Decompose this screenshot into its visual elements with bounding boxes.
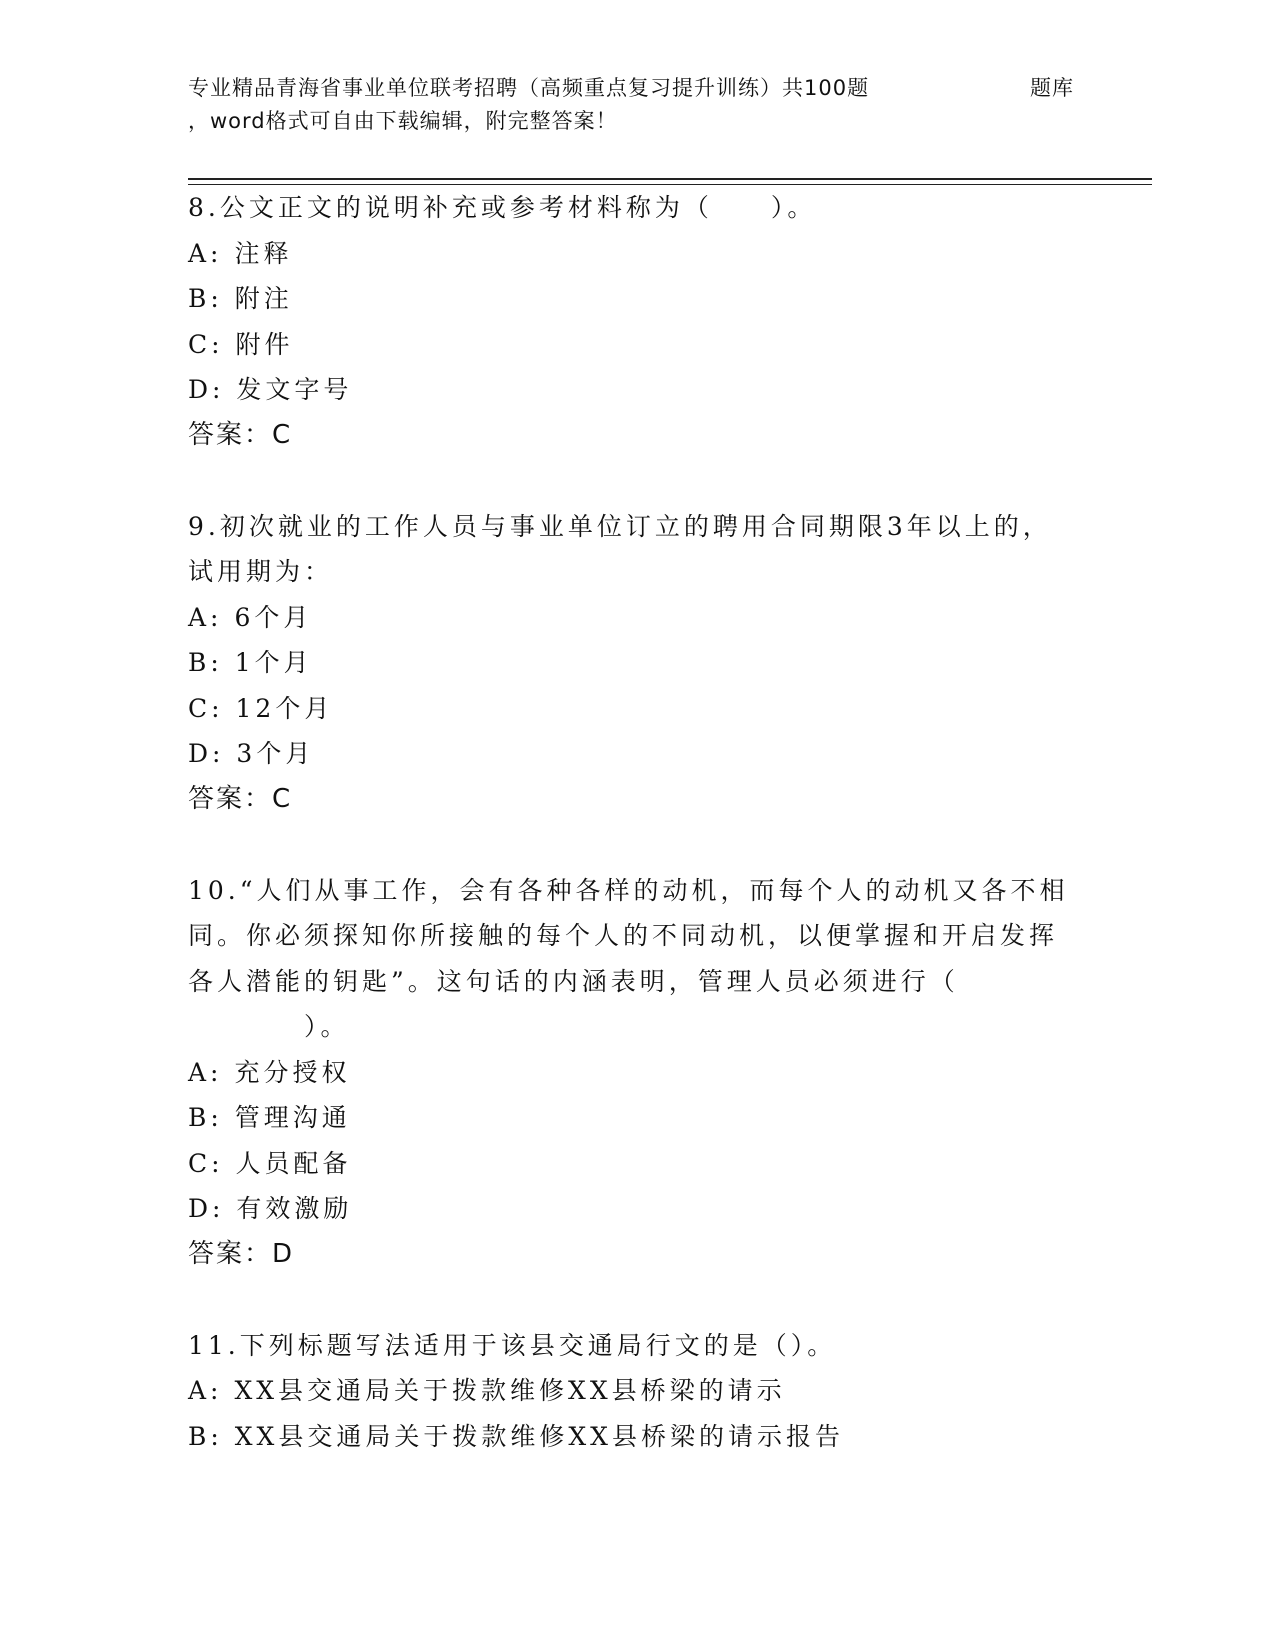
answer: 答案：D [188,1238,295,1269]
option-text: 12个月 [235,693,334,723]
header-title-tail: 题库 [1030,76,1074,100]
question-stem: 试用期为： [188,557,334,586]
option-text: 附件 [235,329,294,359]
option-text: XX县交通局关于拨款维修XX县桥梁的请示 [234,1376,786,1405]
option-label: D: [188,375,225,404]
option-label: A: [188,1057,223,1087]
option-a [188,1050,1088,1096]
option-label: A: [188,1376,223,1405]
option-label: D: [188,1194,225,1223]
option-label: C: [188,693,224,723]
option-label: C: [188,1148,224,1178]
option-c [188,322,1088,368]
option-label: B: [188,1421,223,1451]
page-header [188,72,1148,138]
answer: 答案：C [188,783,293,814]
option-a [188,1368,1088,1414]
option-d [188,731,1088,777]
option-a [188,231,1088,277]
question-block [188,868,1088,1278]
option-text: 3个月 [236,739,315,768]
question-stem: ）。 [188,1012,350,1041]
option-a [188,595,1088,641]
question-stem: 同。你必须探知你所接触的每个人的不同动机，以便掌握和开启发挥 [188,921,1059,950]
option-label: B: [188,648,223,677]
option-text: 管理沟通 [234,1103,351,1132]
option-d [188,367,1088,413]
header-subtitle: ，word格式可自由下载编辑，附完整答案！ [188,109,618,133]
question-stem: 各人潜能的钥匙”。这句话的内涵表明，管理人员必须进行（ [188,966,959,996]
spacer [188,458,1088,504]
question-stem: 8.公文正文的说明补充或参考材料称为（ ）。 [188,193,817,222]
option-b [188,640,1088,686]
header-title: 专业精品青海省事业单位联考招聘（高频重点复习提升训练）共100题 [188,76,870,100]
question-stem: 9.初次就业的工作人员与事业单位订立的聘用合同期限3年以上的， [188,511,1052,541]
option-label: B: [188,284,223,313]
option-c [188,686,1088,732]
option-text: 充分授权 [234,1057,351,1087]
option-label: C: [188,329,224,359]
option-text: 发文字号 [236,375,353,404]
question-block [188,1323,1088,1460]
spacer [188,1277,1088,1323]
question-list [188,185,1088,1459]
answer: 答案：C [188,419,293,450]
option-label: A: [188,238,223,268]
question-block [188,504,1088,823]
option-label: B: [188,1103,223,1132]
option-text: 1个月 [234,648,313,677]
question-stem: 11.下列标题写法适用于该县交通局行文的是（）。 [188,1330,837,1360]
option-d [188,1186,1088,1232]
question-block [188,185,1088,458]
option-text: 人员配备 [235,1148,352,1178]
option-b [188,1095,1088,1141]
spacer [188,822,1088,868]
option-label: D: [188,739,225,768]
option-text: 附注 [234,284,293,313]
option-label: A: [188,602,223,632]
option-text: XX县交通局关于拨款维修XX县桥梁的请示报告 [234,1421,844,1451]
option-b [188,1414,1088,1460]
header-divider-thick [188,178,1152,180]
question-stem: 10.“人们从事工作，会有各种各样的动机，而每个人的动机又各不相 [188,875,1069,905]
option-text: 6个月 [234,602,313,632]
option-text: 注释 [234,238,293,268]
option-c [188,1141,1088,1187]
option-b [188,276,1088,322]
option-text: 有效激励 [236,1194,353,1223]
